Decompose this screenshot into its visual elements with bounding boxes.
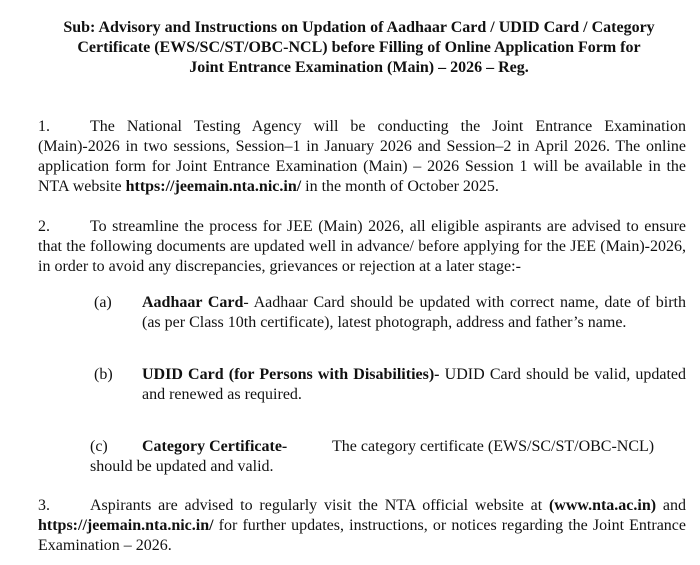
subject-line-1: Sub: Advisory and Instructions on Updation of Aadhaar Card / UDID Card / Category — [63, 19, 655, 36]
item-text: UDID Card should be valid, updated and renewed as required. — [142, 366, 687, 403]
item-title: Aadhaar Card — [142, 294, 244, 311]
item-label: (c) — [90, 438, 108, 455]
paragraph-number: 1. — [38, 118, 50, 135]
item-title: UDID Card (for Persons with Disabilities)- — [142, 366, 440, 383]
paragraph-number: 2. — [38, 218, 50, 235]
item-text: The category certificate (EWS/SC/ST/OBC-NCL) should be updated and valid. — [90, 438, 655, 475]
subject-line-2: Certificate (EWS/SC/ST/OBC-NCL) before Filling of Online Application Form for — [77, 39, 641, 56]
jeemain-website-link[interactable]: https://jeemain.nta.nic.in/ — [125, 178, 302, 195]
paragraph-text: Aspirants are advised to regularly visit the NTA official website at — [90, 497, 549, 514]
paragraph-text: for further updates, instructions, or notices regarding the Joint Entrance Examination – 2026. — [38, 517, 686, 554]
item-label: (b) — [94, 366, 113, 383]
nta-website-link[interactable]: (www.nta.ac.in) — [548, 497, 657, 514]
item-text: - Aadhaar Card should be updated with correct name, date of birth (as per Class 10th certificate), latest photograph, address and father’s name. — [142, 294, 686, 331]
paragraph-number: 3. — [38, 497, 50, 514]
paragraph-3 — [38, 496, 686, 556]
item-udid-card — [94, 365, 687, 405]
paragraph-text: The National Testing Agency will be conducting the Joint Entrance Examination (Main)-2026 in two sessions, Session–1 in January 2026 and Session–2 in April 2026. The online application form for Joint Entrance Examination (Main) – 2026 Session 1 will be available in the NTA website — [38, 118, 686, 195]
paragraph-2 — [38, 217, 686, 277]
item-title: Category Certificate- — [142, 438, 288, 455]
jeemain-website-link[interactable]: https://jeemain.nta.nic.in/ — [38, 517, 214, 534]
paragraph-text: To streamline the process for JEE (Main) 2026, all eligible aspirants are advised to ensure that the following documents are updated well in advance/ before applying for the JEE (Main)-2026, in order to avoid any discrepancies, grievances or rejection at a later stage:- — [38, 218, 686, 275]
paragraph-text: and — [656, 497, 686, 514]
paragraph-1 — [38, 117, 686, 197]
subject-heading — [38, 18, 686, 78]
subject-line-3: Joint Entrance Examination (Main) – 2026 – Reg. — [189, 59, 529, 76]
item-label: (a) — [94, 294, 112, 311]
item-category-certificate — [90, 437, 686, 477]
item-aadhaar-card — [94, 293, 686, 333]
paragraph-text: in the month of October 2025. — [301, 178, 499, 195]
